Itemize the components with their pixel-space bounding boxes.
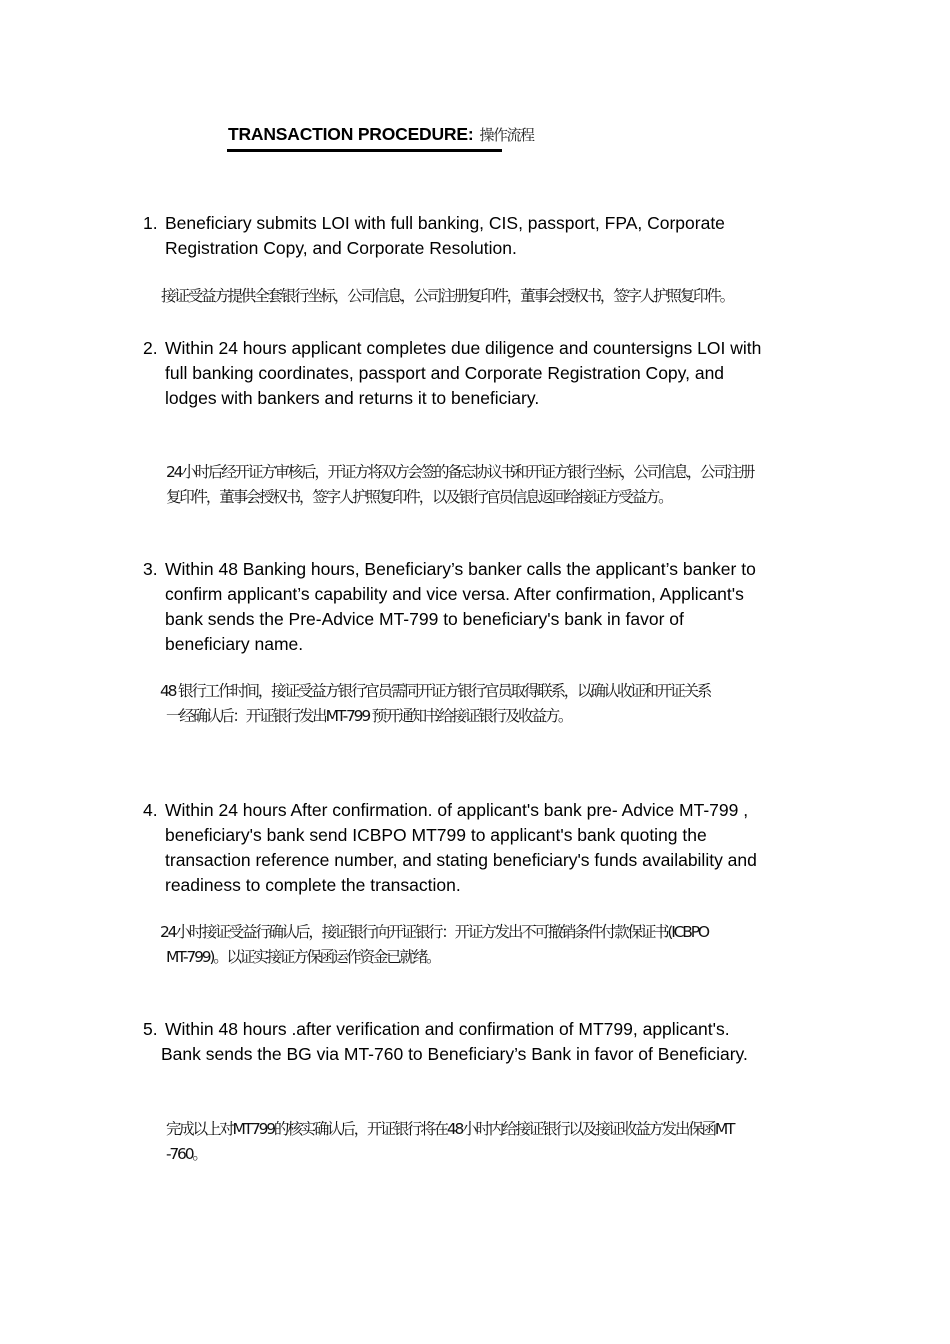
step-number: 1. (143, 213, 158, 233)
step-number: 2. (143, 338, 158, 358)
text-line: Within 24 hours applicant completes due diligence and countersigns LOI with (165, 338, 762, 358)
text-line: Bank sends the BG via MT-760 to Beneficiary’s Bank in favor of Beneficiary. (161, 1044, 748, 1064)
text-line: Within 48 hours .after verification and confirmation of MT799, applicant's. (165, 1019, 730, 1039)
step-number: 3. (143, 559, 158, 579)
text-line: 一经确认后：开证银行发出MT-799 预开通知书给接证银行及收益方。 (166, 707, 572, 725)
text-line: 完成以上对MT799的核实确认后，开证银行将在48小时内给接证银行以及接证收益方发出保函MT (166, 1120, 734, 1138)
text-line: 24小时接证受益行确认后，接证银行向开证银行：开证方发出不可撤销条件付款保证书(ICBPO (160, 923, 708, 941)
page-title (228, 124, 533, 145)
text-line: lodges with bankers and returns it to beneficiary. (165, 388, 540, 408)
text-line: readiness to complete the transaction. (165, 875, 461, 895)
title-underline (227, 149, 502, 152)
step-number: 4. (143, 800, 158, 820)
text-line: beneficiary's bank send ICBPO MT799 to applicant's bank quoting the (165, 825, 707, 845)
text-line: 48 银行工作时间，接证受益方银行官员需同开证方银行官员取得联系，以确认收证和开证关系 (160, 682, 711, 700)
step-4-chinese (160, 920, 708, 970)
step-1-chinese (161, 284, 733, 309)
text-line: beneficiary name. (165, 634, 304, 654)
step-3-english (143, 557, 825, 657)
text-line: 24小时后经开证方审核后，开证方将双方会签的备忘协议书和开证方银行坐标，公司信息，公司注册 (166, 463, 754, 481)
step-5-english (143, 1017, 835, 1067)
step-number: 5. (143, 1019, 158, 1039)
step-3-chinese (160, 679, 710, 729)
text-line: 接证受益方提供全套银行坐标，公司信息，公司注册复印件，董事会授权书，签字人护照复印件。 (161, 287, 733, 305)
step-2-english (143, 336, 825, 411)
step-5-chinese (166, 1117, 733, 1167)
text-line: 复印件，董事会授权书，签字人护照复印件，以及银行官员信息返回给接证方受益方。 (166, 488, 672, 506)
text-line: -760。 (166, 1145, 206, 1163)
text-line: Within 24 hours After confirmation. of applicant's bank pre- Advice MT-799 , (165, 800, 749, 820)
text-line: Registration Copy, and Corporate Resolution. (165, 238, 517, 258)
text-line: full banking coordinates, passport and Corporate Registration Copy, and (165, 363, 725, 383)
text-line: bank sends the Pre-Advice MT-799 to beneficiary's bank in favor of (165, 609, 684, 629)
step-4-english (143, 798, 825, 898)
step-1-english (143, 211, 825, 261)
text-line: MT-799)。以证实接证方保函运作资金已就绪。 (166, 948, 440, 966)
text-line: Within 48 Banking hours, Beneficiary’s banker calls the applicant’s banker to (165, 559, 756, 579)
title-english: TRANSACTION PROCEDURE: (228, 124, 474, 144)
text-line: confirm applicant’s capability and vice versa. After confirmation, Applicant's (165, 584, 744, 604)
text-line: transaction reference number, and stating beneficiary's funds availability and (165, 850, 757, 870)
title-chinese: 操作流程 (479, 126, 534, 144)
text-line: Beneficiary submits LOI with full banking, CIS, passport, FPA, Corporate (165, 213, 725, 233)
step-2-chinese (166, 460, 753, 510)
